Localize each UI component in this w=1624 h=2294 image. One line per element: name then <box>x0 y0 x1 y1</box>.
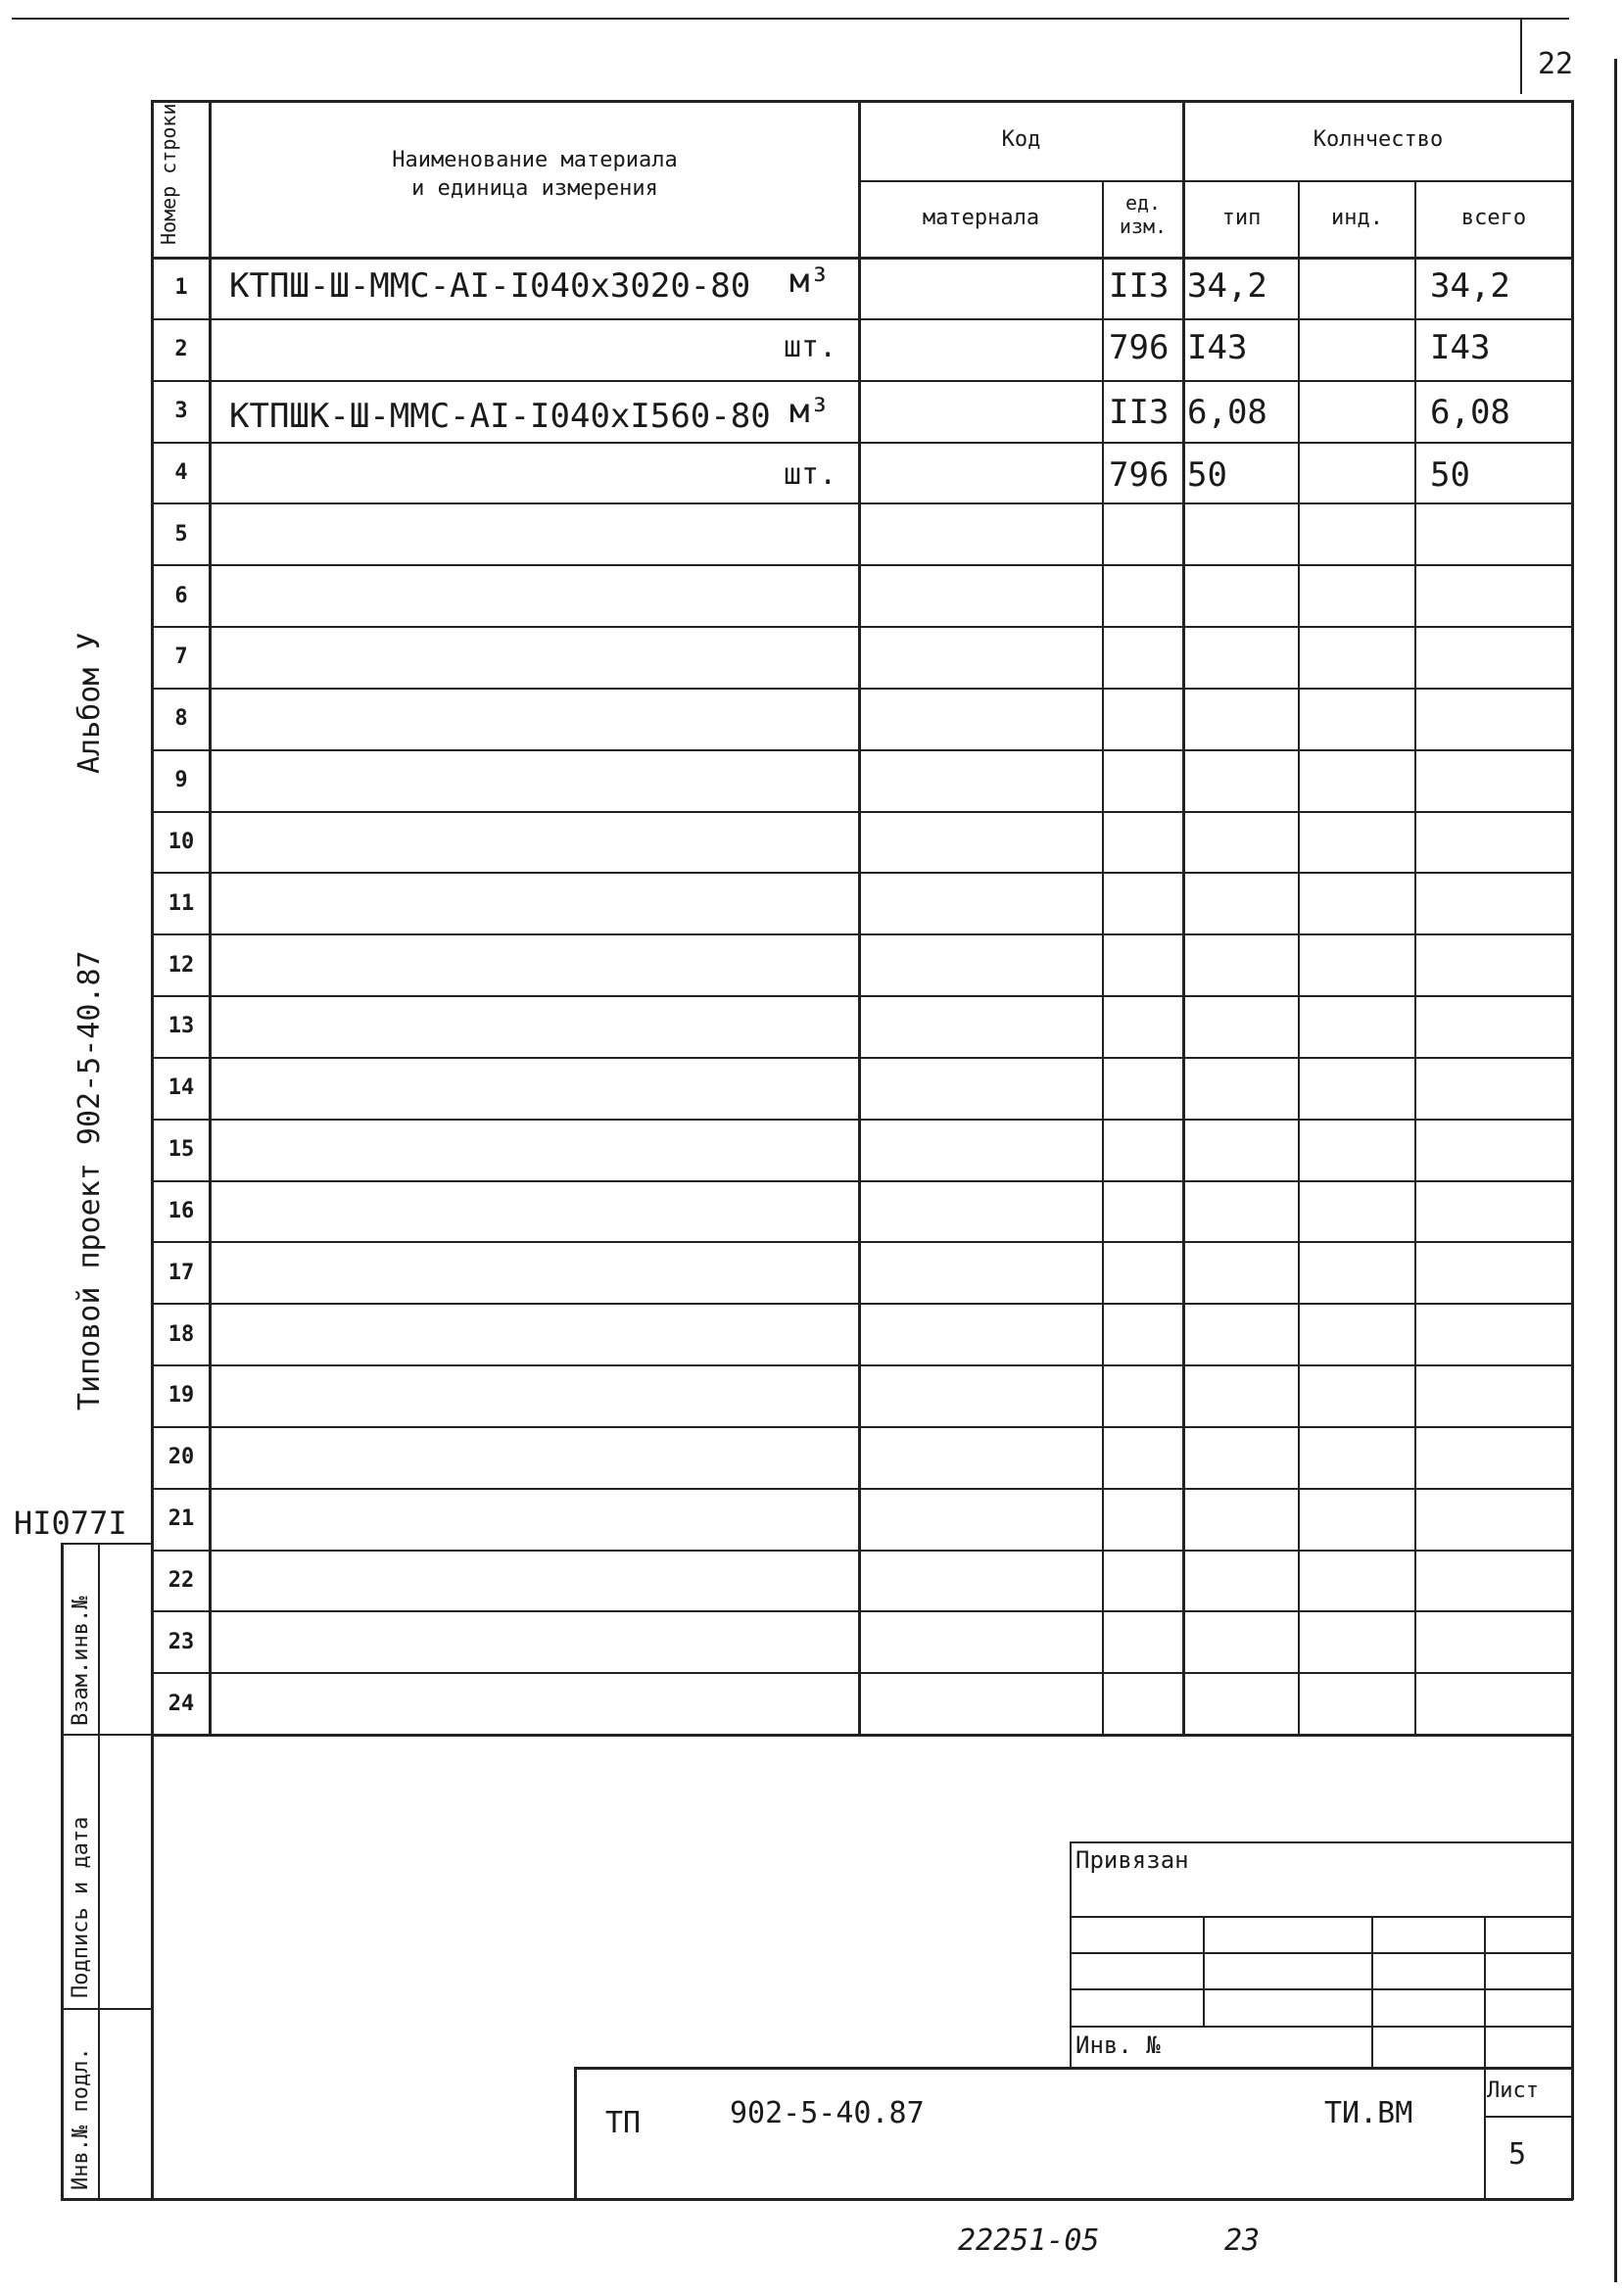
exchange-inv-label: Взам.инв.№ <box>69 1596 93 1726</box>
row-number: 4 <box>174 459 188 485</box>
sheet-number: 5 <box>1508 2137 1527 2172</box>
row-number: 9 <box>174 768 188 793</box>
project-code: 902-5-40.87 <box>730 2096 925 2130</box>
inventory-code: НI077I <box>14 1505 127 1542</box>
row-2-type: I43 <box>1187 328 1248 367</box>
row-divider <box>151 1488 1573 1490</box>
row-divider <box>151 442 1573 444</box>
row-divider <box>151 811 1573 813</box>
row-3-name: КТПШК-Ш-ММС-АI-I040хI560-80 <box>229 397 771 436</box>
row-1-unit: м³ <box>789 262 830 301</box>
row-divider <box>151 1672 1573 1674</box>
row-number: 6 <box>174 583 188 608</box>
row-number: 18 <box>167 1321 195 1347</box>
row-divider <box>151 564 1573 566</box>
row-3-unit: м³ <box>789 392 830 431</box>
code-unit-header: ед. изм. <box>1119 191 1168 238</box>
row-number: 3 <box>174 399 188 424</box>
row-divider <box>151 995 1573 997</box>
row-number: 19 <box>167 1383 195 1409</box>
row-3-type: 6,08 <box>1187 393 1267 432</box>
row-4-unit-code: 796 <box>1109 455 1170 495</box>
row-1-type: 34,2 <box>1187 266 1267 306</box>
row-1-name: КТПШ-Ш-ММС-АI-I040х3020-80 <box>229 266 751 306</box>
row-divider <box>151 749 1573 751</box>
row-divider <box>151 1610 1573 1612</box>
footer-number: 23 <box>1224 2223 1261 2258</box>
qty-total-header: всего <box>1460 206 1527 230</box>
doc-code: ТИ.ВМ <box>1324 2096 1413 2130</box>
row-number: 21 <box>167 1506 195 1532</box>
inv-no-label: Инв. № <box>1075 2031 1161 2059</box>
row-1-total: 34,2 <box>1430 266 1510 306</box>
page-number: 22 <box>1538 47 1574 81</box>
row-2-unit-code: 796 <box>1109 328 1170 367</box>
row-2-unit: шт. <box>784 330 837 364</box>
signature-date-label: Подпись и дата <box>69 1816 93 1998</box>
row-divider <box>151 1426 1573 1428</box>
row-2-total: I43 <box>1430 328 1491 367</box>
row-divider <box>151 502 1573 504</box>
row-3-unit-code: II3 <box>1109 393 1170 432</box>
row-divider <box>151 688 1573 690</box>
row-number: 22 <box>167 1567 195 1593</box>
row-number: 14 <box>167 1075 195 1101</box>
row-number: 17 <box>167 1260 195 1285</box>
order-code: 22251-05 <box>958 2223 1100 2258</box>
row-divider <box>151 318 1573 320</box>
row-divider <box>151 380 1573 382</box>
code-header: Код <box>1001 127 1041 152</box>
row-4-total: 50 <box>1430 455 1470 495</box>
row-number: 8 <box>174 706 188 732</box>
row-number: 13 <box>167 1014 195 1039</box>
qty-ind-header: инд. <box>1331 206 1383 230</box>
row-number: 7 <box>174 645 188 670</box>
row-number: 2 <box>174 337 188 362</box>
code-material-header: матернала <box>922 206 1040 230</box>
quantity-header: Колнчество <box>1313 127 1444 152</box>
row-number: 15 <box>167 1137 195 1163</box>
row-number: 10 <box>167 829 195 854</box>
row-divider <box>151 1303 1573 1305</box>
original-inv-label: Инв.№ подл. <box>69 2047 93 2190</box>
row-number: 20 <box>167 1445 195 1470</box>
qty-type-header: тип <box>1221 206 1262 230</box>
row-1-unit-code: II3 <box>1109 266 1170 306</box>
row-number: 12 <box>167 952 195 978</box>
tp-label: ТП <box>605 2106 642 2140</box>
row-divider <box>151 626 1573 628</box>
row-number: 1 <box>174 275 188 301</box>
row-number: 11 <box>167 890 195 916</box>
row-divider <box>151 872 1573 874</box>
row-number: 24 <box>167 1691 195 1716</box>
row-divider <box>151 1057 1573 1059</box>
row-number: 16 <box>167 1198 195 1223</box>
row-4-type: 50 <box>1187 455 1227 495</box>
row-divider <box>151 1241 1573 1243</box>
bound-label: Привязан <box>1075 1846 1189 1874</box>
row-divider <box>151 1119 1573 1121</box>
row-number: 23 <box>167 1629 195 1654</box>
row-number: 5 <box>174 521 188 547</box>
row-divider <box>151 1364 1573 1366</box>
row-3-total: 6,08 <box>1430 393 1510 432</box>
row-divider <box>151 1180 1573 1182</box>
name-header: Наименование материала и единица измерения <box>392 148 678 201</box>
project-label: Типовой проект 902-5-40.87 <box>72 950 107 1410</box>
row-number-header: Номер строки <box>157 103 180 245</box>
album-label: Альбом У <box>72 632 107 774</box>
row-divider <box>151 1550 1573 1552</box>
row-4-unit: шт. <box>784 457 837 492</box>
row-divider <box>151 933 1573 935</box>
sheet-label: Лист <box>1487 2079 1539 2103</box>
